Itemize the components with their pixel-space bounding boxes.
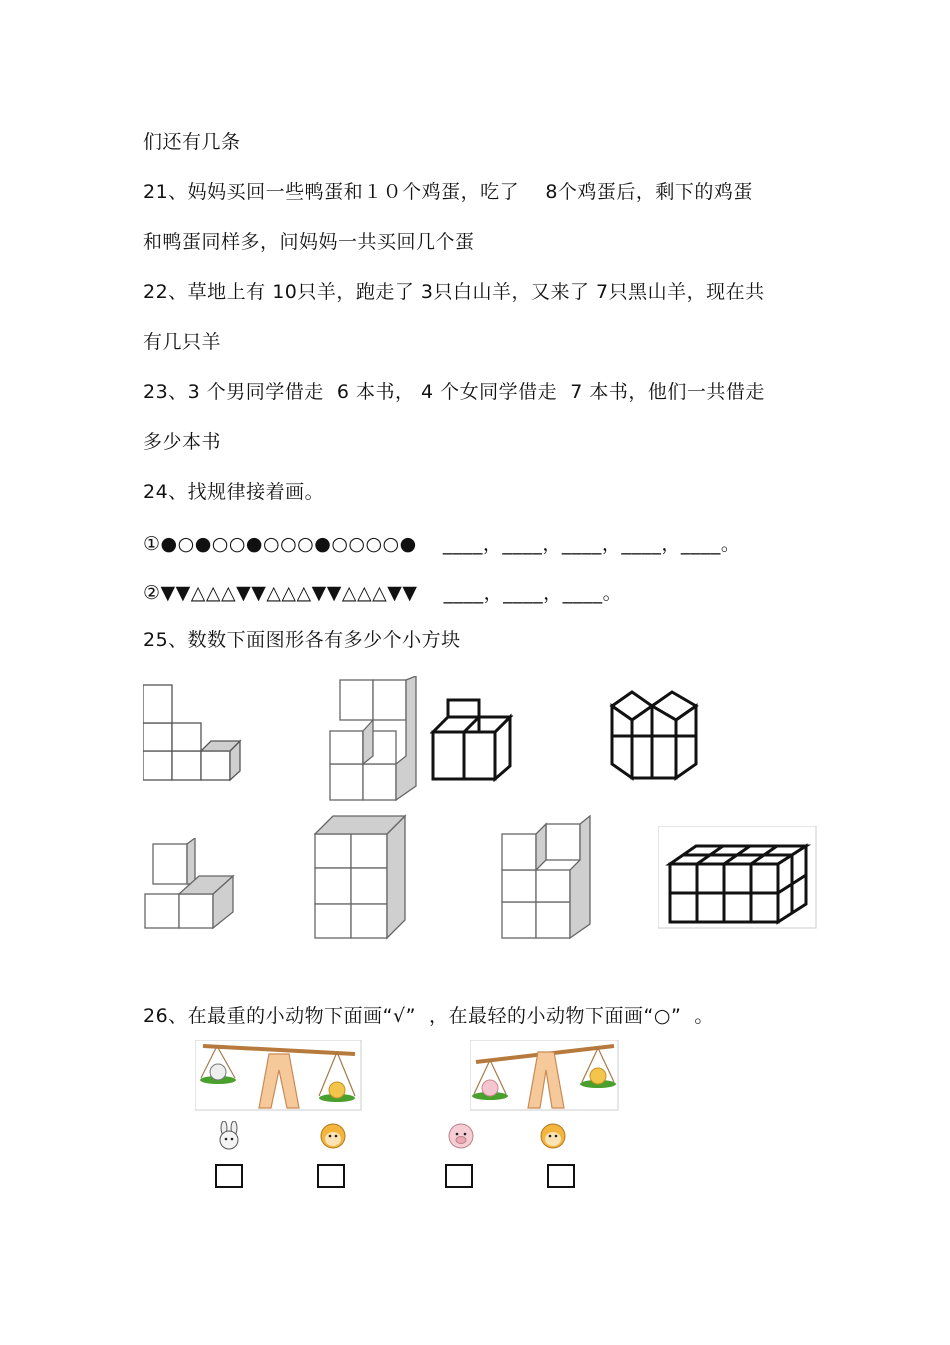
answer-box-monkey-1[interactable]: [317, 1164, 345, 1188]
question-24-pattern-1: ①●○●○○●○○○●○○○○● ____，____，____，____，____。: [143, 533, 741, 555]
cube-figure-2: [328, 676, 420, 802]
question-26-title: 26、在最重的小动物下面画“√” ，在最轻的小动物下面画“○” 。: [143, 1005, 714, 1027]
cube-figure-6: [313, 812, 409, 942]
cube-figure-7: [500, 812, 595, 942]
answer-box-rabbit[interactable]: [215, 1164, 243, 1188]
question-24-title: 24、找规律接着画。: [143, 481, 325, 503]
cube-figure-8: [658, 826, 818, 930]
text-line-continuation: 们还有几条: [143, 131, 241, 153]
monkey-icon: [318, 1121, 348, 1151]
question-22-line1: 22、草地上有 10只羊，跑走了 3只白山羊，又来了 7只黑山羊，现在共: [143, 281, 765, 303]
balance-scale-2: [470, 1040, 620, 1112]
answer-box-monkey-2[interactable]: [547, 1164, 575, 1188]
cube-figure-4: [608, 686, 704, 782]
pig-icon: [446, 1121, 476, 1151]
question-24-pattern-2: ②▼▼△△△▼▼△△△▼▼△△△▼▼ ____，____，____。: [143, 582, 623, 604]
cube-figure-1: [143, 673, 253, 783]
cube-figure-3: [430, 682, 530, 782]
rabbit-icon: [214, 1121, 244, 1151]
question-23-line2: 多少本书: [143, 431, 222, 453]
balance-scale-1: [195, 1040, 363, 1112]
answer-box-pig[interactable]: [445, 1164, 473, 1188]
cube-figure-5: [143, 838, 238, 933]
question-21-line2: 和鸭蛋同样多，问妈妈一共买回几个蛋: [143, 231, 475, 253]
monkey-icon: [538, 1121, 568, 1151]
question-22-line2: 有几只羊: [143, 331, 222, 353]
question-25-title: 25、数数下面图形各有多少个小方块: [143, 629, 461, 651]
question-23-line1: 23、3 个男同学借走 6 本书， 4 个女同学借走 7 本书，他们一共借走: [143, 381, 765, 403]
question-21-line1: 21、妈妈买回一些鸭蛋和１０个鸡蛋，吃了 8个鸡蛋后，剩下的鸡蛋: [143, 181, 753, 203]
